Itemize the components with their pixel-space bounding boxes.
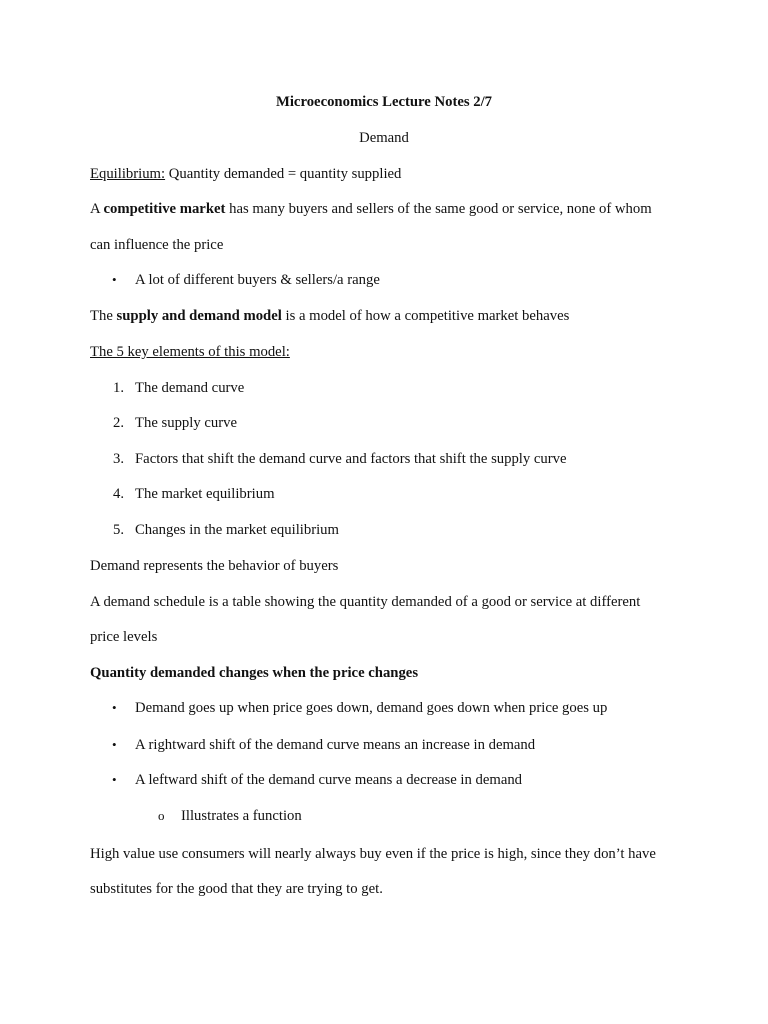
list-item: Factors that shift the demand curve and factors that shift the supply curve: [135, 451, 567, 467]
equilibrium-line: [90, 165, 401, 183]
list-number: 4.: [113, 486, 125, 502]
bullet-marker: •: [112, 737, 117, 752]
list-item: The demand curve: [135, 380, 245, 396]
equilibrium-label: Equilibrium:: [90, 166, 166, 182]
bullet-marker: •: [112, 272, 117, 287]
quantity-demanded-heading: Quantity demanded changes when the price changes: [90, 665, 419, 681]
bullet-item: A lot of different buyers & sellers/a range: [135, 272, 380, 288]
list-number: 3.: [113, 451, 125, 467]
list-number: 5.: [113, 522, 125, 538]
list-item: Changes in the market equilibrium: [135, 522, 339, 538]
demand-schedule-continuation: price levels: [90, 629, 158, 645]
competitive-suffix: has many buyers and sellers of the same good or service, none of whom: [225, 201, 652, 217]
key-elements-heading: The 5 key elements of this model:: [90, 344, 290, 360]
model-suffix: is a model of how a competitive market behaves: [281, 308, 570, 324]
model-prefix: The: [90, 308, 117, 324]
demand-schedule-line: A demand schedule is a table showing the quantity demanded of a good or service at different: [90, 594, 641, 610]
competitive-market-line: [90, 200, 652, 218]
list-number: 1.: [113, 380, 125, 396]
high-value-continuation: substitutes for the good that they are trying to get.: [90, 881, 383, 897]
bullet-item: A leftward shift of the demand curve means a decrease in demand: [135, 772, 523, 788]
demand-behavior-line: Demand represents the behavior of buyers: [90, 558, 339, 574]
bullet-item: Demand goes up when price goes down, demand goes down when price goes up: [135, 700, 608, 716]
high-value-line: High value use consumers will nearly always buy even if the price is high, since they don’t have: [90, 846, 656, 862]
model-term: supply and demand model: [116, 308, 282, 324]
sub-bullet-marker: o: [158, 808, 165, 823]
competitive-market-continuation: can influence the price: [90, 237, 224, 253]
model-line: [90, 307, 569, 325]
bullet-marker: •: [112, 700, 117, 715]
competitive-prefix: A: [90, 201, 104, 217]
sub-bullet-item: Illustrates a function: [181, 808, 302, 824]
competitive-market-term: competitive market: [103, 201, 226, 217]
page-subtitle: Demand: [359, 130, 409, 146]
list-number: 2.: [113, 415, 125, 431]
equilibrium-text: Quantity demanded = quantity supplied: [165, 166, 402, 182]
page-title: Microeconomics Lecture Notes 2/7: [275, 94, 493, 110]
bullet-item: A rightward shift of the demand curve means an increase in demand: [135, 737, 536, 753]
bullet-marker: •: [112, 772, 117, 787]
list-item: The supply curve: [135, 415, 237, 431]
list-item: The market equilibrium: [135, 486, 275, 502]
